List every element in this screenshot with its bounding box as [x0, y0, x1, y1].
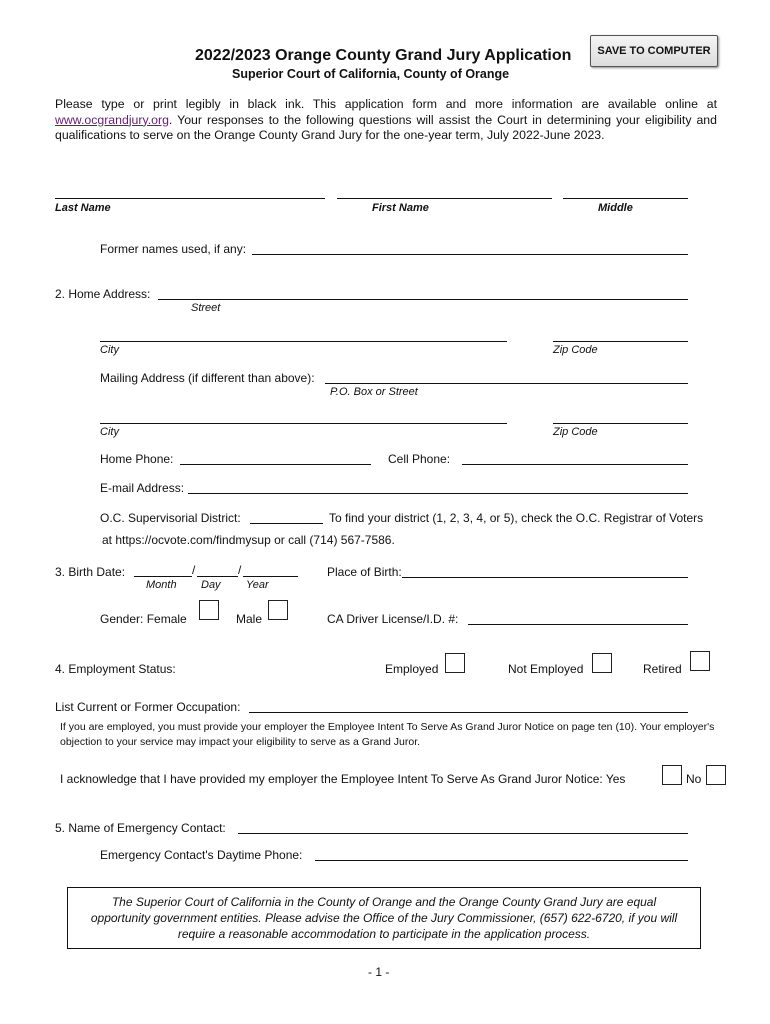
- driver-license-label: CA Driver License/I.D. #:: [327, 612, 459, 626]
- middle-name-label: Middle: [598, 202, 633, 214]
- last-name-field[interactable]: [55, 198, 325, 199]
- po-box-label: P.O. Box or Street: [330, 386, 418, 398]
- no-label: No: [686, 772, 702, 786]
- birth-date-label: 3. Birth Date:: [55, 565, 126, 579]
- district-help: To find your district (1, 2, 3, 4, or 5), check the O.C. Registrar of Voters: [329, 511, 704, 525]
- mailing-zip-field[interactable]: [553, 423, 688, 424]
- date-slash-2: /: [238, 563, 242, 577]
- home-phone-field[interactable]: [180, 464, 371, 465]
- mailing-street-field[interactable]: [325, 383, 688, 384]
- page-number: - 1 -: [368, 965, 390, 979]
- male-checkbox[interactable]: [268, 600, 288, 620]
- city-label: City: [100, 344, 119, 356]
- email-field[interactable]: [188, 493, 688, 494]
- home-address-label: 2. Home Address:: [55, 287, 151, 301]
- intro-text: Please type or print legibly in black ink. This application form and more information are available online at: [55, 97, 717, 111]
- no-checkbox[interactable]: [706, 765, 726, 785]
- city-label-2: City: [100, 426, 119, 438]
- emergency-contact-label: 5. Name of Emergency Contact:: [55, 821, 226, 835]
- occupation-field[interactable]: [249, 712, 688, 713]
- employed-checkbox[interactable]: [445, 653, 465, 673]
- home-street-field[interactable]: [158, 299, 688, 300]
- mailing-address-label: Mailing Address (if different than above):: [100, 371, 315, 385]
- intro-paragraph: [55, 97, 717, 144]
- last-name-label: Last Name: [55, 202, 111, 214]
- ocgrandjury-link[interactable]: www.ocgrandjury.org: [55, 112, 169, 127]
- mailing-city-field[interactable]: [100, 423, 507, 424]
- gender-label: Gender: Female: [100, 612, 187, 626]
- day-label: Day: [201, 579, 221, 591]
- cell-phone-field[interactable]: [462, 464, 688, 465]
- male-label: Male: [236, 612, 263, 626]
- page-subtitle: Superior Court of California, County of Orange: [232, 67, 510, 81]
- page-title: 2022/2023 Orange County Grand Jury Application: [195, 47, 572, 64]
- district-label: O.C. Supervisorial District:: [100, 511, 241, 525]
- place-of-birth-field[interactable]: [402, 577, 688, 578]
- driver-license-field[interactable]: [468, 624, 688, 625]
- month-label: Month: [146, 579, 177, 591]
- former-names-field[interactable]: [252, 254, 688, 255]
- retired-label: Retired: [643, 662, 682, 676]
- emergency-phone-field[interactable]: [315, 860, 688, 861]
- employment-status-label: 4. Employment Status:: [55, 662, 176, 676]
- acknowledge-label: I acknowledge that I have provided my employer the Employee Intent To Serve As Grand Juror Notice: Yes: [60, 772, 626, 786]
- birth-year-field[interactable]: [243, 576, 298, 577]
- former-names-label: Former names used, if any:: [100, 242, 247, 256]
- first-name-label: First Name: [372, 202, 429, 214]
- district-help-2: at https://ocvote.com/findmysup or call (714) 567-7586.: [102, 533, 395, 547]
- home-phone-label: Home Phone:: [100, 452, 174, 466]
- street-label: Street: [191, 302, 221, 314]
- date-slash: /: [192, 563, 196, 577]
- birth-day-field[interactable]: [197, 576, 238, 577]
- employer-note: If you are employed, you must provide your employer the Employee Intent To Serve As Grand Juror Notice on page ten (10). Your employer's objection to your service may impact your eligibility to serve as a Grand Juror.: [60, 721, 715, 748]
- home-city-field[interactable]: [100, 341, 507, 342]
- employed-label: Employed: [385, 662, 439, 676]
- intro-text-2: . Your responses to the following questions will assist the Court in determining your eligibility and qualifications to serve on the Orange County Grand Jury for the one-year term, July 2022-June 2023.: [55, 112, 717, 142]
- zip-label: Zip Code: [553, 344, 598, 356]
- email-label: E-mail Address:: [100, 481, 185, 495]
- year-label: Year: [246, 579, 269, 591]
- female-checkbox[interactable]: [199, 600, 219, 620]
- home-zip-field[interactable]: [553, 341, 688, 342]
- accommodation-notice: The Superior Court of California in the County of Orange and the Orange County Grand Jury are equal opportunity government entities. Please advise the Office of the Jury Commissioner, (657) 622-6720, if you will require a reasonable accommodation to participate in the application process.: [67, 887, 701, 949]
- retired-checkbox[interactable]: [690, 651, 710, 671]
- cell-phone-label: Cell Phone:: [388, 452, 451, 466]
- first-name-field[interactable]: [337, 198, 552, 199]
- zip-label-2: Zip Code: [553, 426, 598, 438]
- not-employed-checkbox[interactable]: [592, 653, 612, 673]
- emergency-phone-label: Emergency Contact's Daytime Phone:: [100, 848, 303, 862]
- save-to-computer-button[interactable]: SAVE TO COMPUTER: [590, 35, 718, 67]
- district-field[interactable]: [250, 523, 323, 524]
- place-of-birth-label: Place of Birth:: [327, 565, 402, 579]
- emergency-contact-field[interactable]: [238, 833, 688, 834]
- birth-month-field[interactable]: [134, 576, 192, 577]
- not-employed-label: Not Employed: [508, 662, 584, 676]
- occupation-label: List Current or Former Occupation:: [55, 700, 241, 714]
- yes-checkbox[interactable]: [662, 765, 682, 785]
- middle-name-field[interactable]: [563, 198, 688, 199]
